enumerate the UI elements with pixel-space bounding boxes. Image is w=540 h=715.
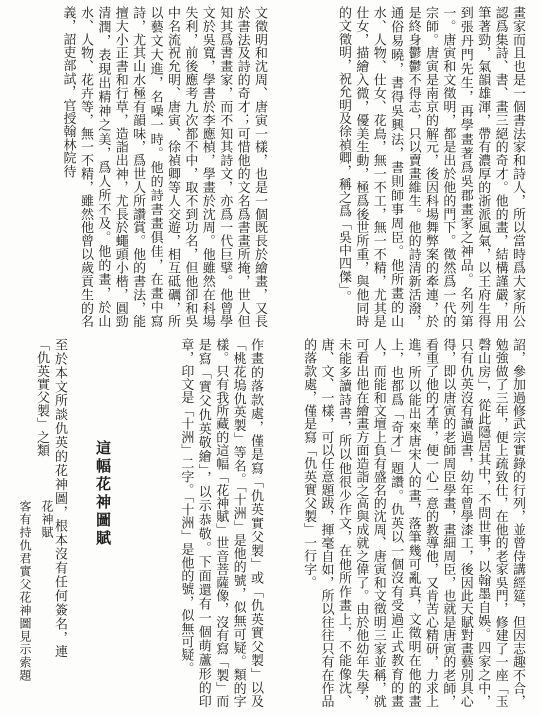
text-block-bottom-middle: 作畫的落款處，僅是寫「仇英實父製」或「仇英實父製」以及「桃花塢仇英製」等名。「十洲」是他的號，似無可疑。類的字樣。只有我所藏的這幅「花神賦」世音菩薩像，沒有寫「製」而是寫「實父仇英敬繪」，以示恭敬。下面還有一個萌蘆形的印章，印文是「十洲」二字。「十洲」是他的號，似無可疑。 (178, 338, 263, 708)
poem-preface: 客有持仇君實父花神圖見示索題 (18, 500, 32, 682)
text-block-top-right: 畫家而且也是一個書法家和詩人，所以當時爲大家所公認爲集詩、書、畫三絕的奇才。他的畫，結構謹嚴，用筆著勁，氣韻雄渾，帶有濃厚的浙派風氣，以王府生得到張丹門先生，再學畫著爲吳郡畫家之神品。名列第一。唐寅和文徵明，都是出於他的門下。徵然爲一代的宗師。唐寅是南京的解元，後因科場舞弊案的牽連，於是終身鬱鬱不得志，只以賣畫維生。他的詩清新活潑，通俗易曉，書得吳興法，書則師事周臣。他所畫的山水、人物、仕女、花鳥，無一不工，無一不精，尤其是仕女，描繪入微，優美生動，極爲後世所重，與他同時的文徵明，祝允明及徐禎卿，稱之爲「吳中四傑」。 (335, 6, 525, 328)
text-block-note: 至於本文所談仇英的花神圖，根本沒有任何簽名，連「仇英實父製」之類 (34, 338, 67, 658)
poem-title: 花神賦 (40, 500, 54, 539)
poem-heading (6, 500, 54, 710)
section-divider (0, 331, 540, 332)
text-block-bottom-right: 詔，參加過修武宗實錄的行列，並曾侍講經筵，但因志趣不合，勉強做了三年，便上疏致仕，在他的老家吳門，修建了一座「玉磬山房」，從此隱居其中，不問世事，以翰墨自娛。四家之中，只有仇英沒有讀過書，幼年曾學漆工，後因此天賦對畫藝別具心得，即以唐寅的老師周臣學畫，畫細周臣，也就是唐寅的老師，看重了他的才華，便一心一意的教導他，又肯苦心精研，力求上進，所以能出來唐宋人的畫，落筆幾可亂真，文徵明在他的畫上，也都爲「奇才」題讚。仇英以一個沒有受過正式教育的畫人，而能和文壇上負有盛名的沈周、唐寅和文徵明三家並稱，就可看出他在繪畫方面造詣之高與成就之偉了。由於他幼年失學，未能多讀詩書，所以他很少作文，在他所作畫上，不能像沈、唐、文、一樣，可以任意題跋，揮毫自如，所以往往只有在作品的落款處，僅是寫「仇英實父製」一行字。 (301, 338, 525, 708)
text-block-top-left: 文徵明和沈周、唐寅一樣，也是一個既長於繪畫，又長於書法及詩的奇才；可惜他的文名爲書畫所掩，世人但知其爲書畫家，而不知其詩文，亦爲一代巨擘。他曾學文於吳寬，學書於李應楨，學畫於沈周。他雖然在科場失利，前後應考九次都不中，取不到功名，但他卻和吳中名流祝允明、唐寅、徐禎卿等人交遊，相互砥礪，所以藝文大進，名噪一時。他的詩書畫俱佳，在畫中寫詩，尤其山水極有韻味，爲世人所讚賞。他的書法，能擅大小正書和行草，造詣出神，尤長於蠅頭小楷，圓勁清潤，表現出精神之美，爲人所不及。他的畫，於山水、人物、花卉等，無一不精，雖然他曾以歲貢生的名義，詔吏部試，官授翰林院待 (60, 6, 267, 328)
section-title: 這幅花神圖賦 (94, 440, 112, 548)
